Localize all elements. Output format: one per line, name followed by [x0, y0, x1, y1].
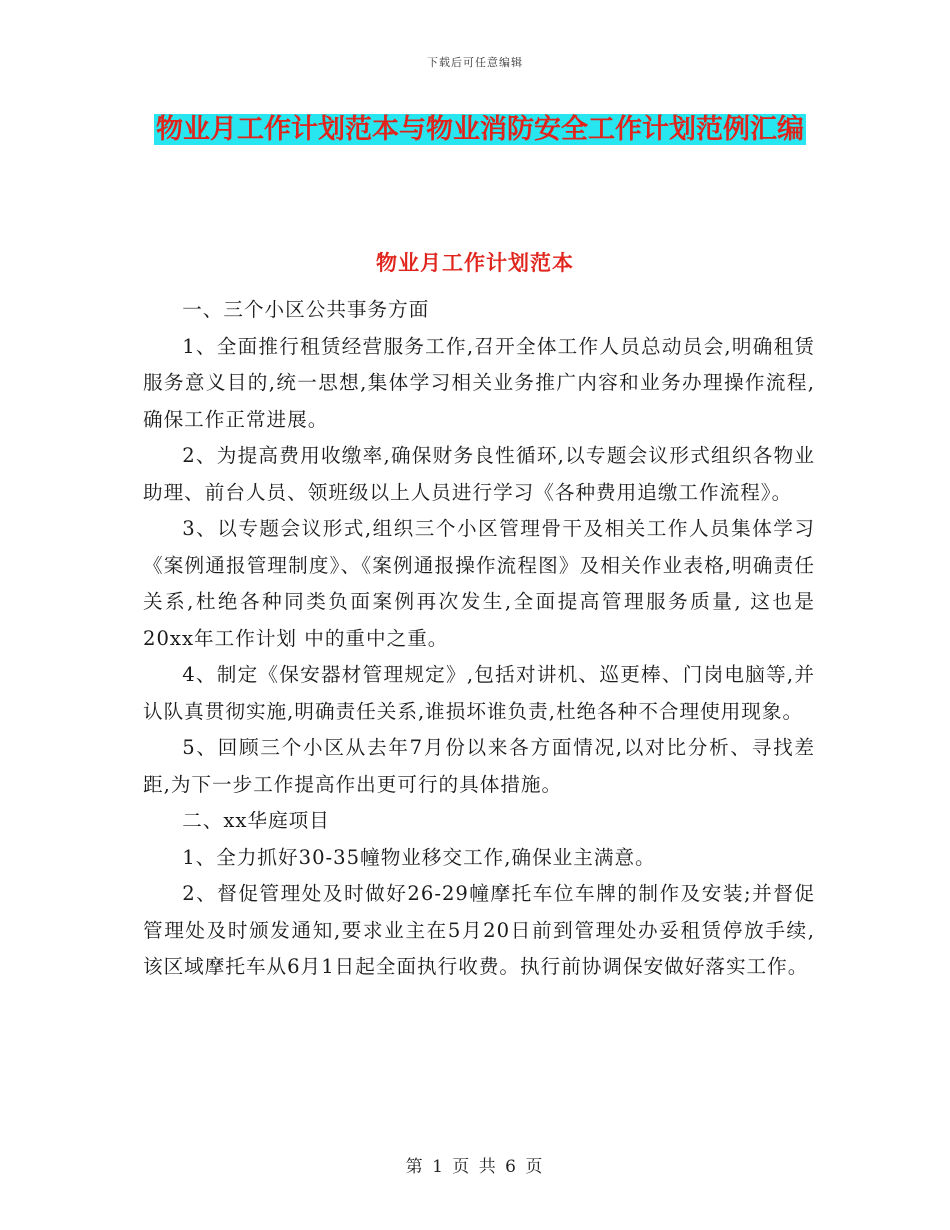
paragraph: 一、三个小区公共事务方面	[182, 298, 430, 321]
document-title-text: 物业月工作计划范本与物业消防安全工作计划范例汇编	[156, 114, 804, 145]
header-note: 下载后可任意编辑	[427, 56, 523, 69]
paragraph: 1、全面推行租赁经营服务工作,召开全体工作人员总动员会,明确租赁服务意义目的,统一思想,集体学习相关业务推广内容和业务办理操作流程,确保工作正常进展。	[143, 334, 815, 431]
document-body	[143, 292, 815, 986]
section-title: 物业月工作计划范本	[376, 251, 574, 275]
paragraph: 2、督促管理处及时做好26-29幢摩托车位车牌的制作及安装;并督促管理处及时颁发通知,要求业主在5月20日前到管理处办妥租赁停放手续,该区域摩托车从6月1日起全面执行收费。执行前协调保安做好落实工作。	[143, 882, 815, 978]
page-number: 第 1 页 共 6 页	[405, 1157, 545, 1177]
paragraph: 5、回顾三个小区从去年7月份以来各方面情况,以对比分析、寻找差距,为下一步工作提高作出更可行的具体措施。	[143, 736, 815, 796]
paragraph: 1、全力抓好30-35幢物业移交工作,确保业主满意。	[182, 845, 656, 869]
paragraph: 3、以专题会议形式,组织三个小区管理骨干及相关工作人员集体学习《案例通报管理制度》、《案例通报操作流程图》及相关作业表格,明确责任关系,杜绝各种同类负面案例再次发生,全面提高管理服务质量, 这也是20xx年工作计划 中的重中之重。	[143, 517, 815, 650]
paragraph: 4、制定《保安器材管理规定》,包括对讲机、巡更棒、门岗电脑等,并认队真贯彻实施,明确责任关系,谁损坏谁负责,杜绝各种不合理使用现象。	[143, 663, 815, 723]
document-title	[150, 106, 810, 154]
paragraph: 2、为提高费用收缴率,确保财务良性循环,以专题会议形式组织各物业助理、前台人员、领班级以上人员进行学习《各种费用追缴工作流程》。	[143, 444, 815, 504]
paragraph: 二、xx华庭项目	[182, 809, 330, 832]
